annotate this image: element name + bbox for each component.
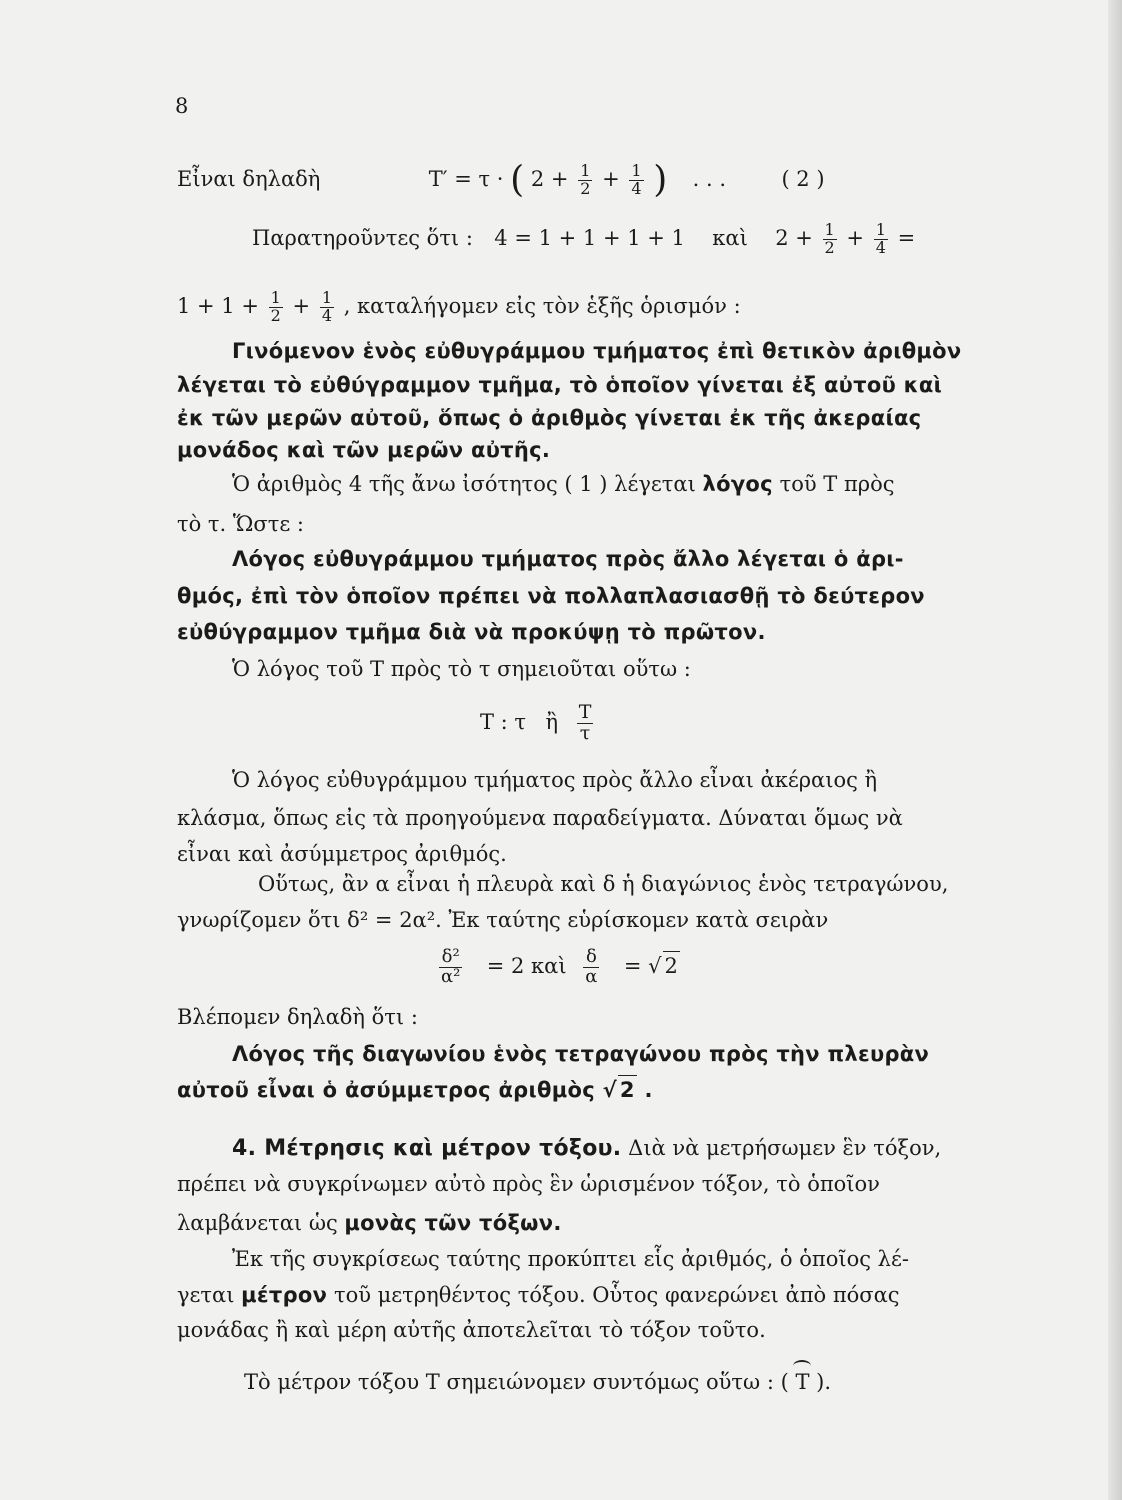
page-edge-shadow [1108, 0, 1122, 1500]
ratio-formula: T : τ ἢ $\frac{T}{\tau}$ [480, 701, 592, 744]
fraction-T-over-tau: $\frac{T}{\tau}$ [578, 701, 592, 744]
fraction-one-quarter: $\frac{1}{4}$ [321, 288, 332, 325]
fraction-one-quarter: $\frac{1}{4}$ [875, 220, 886, 257]
definition-ratio-line: Λόγος εὐθυγράμμου τμήματος πρὸς ἄλλο λέγεται ὁ ἀρι- [232, 547, 904, 571]
section-4-heading-line: 4. Μέτρησις καὶ μέτρον τόξου. Διὰ νὰ μετρήσωμεν ἓν τόξον, [232, 1136, 942, 1161]
paragraph-irrational: εἶναι καὶ ἀσύμμετρος ἀριθμός. [177, 842, 507, 866]
definition-product-line: μονάδος καὶ τῶν μερῶν αὐτῆς. [177, 438, 551, 462]
definition-product-line: ἐκ τῶν μερῶν αὐτοῦ, ὅπως ὁ ἀριθμὸς γίνεται ἐκ τῆς ἀκεραίας [177, 406, 922, 430]
section-4-text: λαμβάνεται ὡς μονὰς τῶν τόξων. [177, 1211, 562, 1235]
paragraph-square: Οὕτως, ἂν α εἶναι ἡ πλευρὰ καὶ δ ἡ διαγώνιος ἑνὸς τετραγώνου, [258, 872, 949, 896]
fraction-one-quarter: $\frac{1}{4}$ [631, 161, 642, 198]
paragraph-arc-notation: Τὸ μέτρον τόξου T σημειώνομεν συντόμως οὕτω : ( T ). [244, 1362, 831, 1396]
definition-diagonal-line: Λόγος τῆς διαγωνίου ἑνὸς τετραγώνου πρὸς τὴν πλευρὰν [232, 1042, 930, 1066]
definition-diagonal-line: αὐτοῦ εἶναι ὁ ἀσύμμετρος ἀριθμὸς √ 2 . [177, 1075, 653, 1104]
paragraph-measure: γεται μέτρον τοῦ μετρηθέντος τόξου. Οὗτος φανερώνει ἀπὸ πόσας [177, 1283, 900, 1307]
paragraph-measure: μονάδας ἢ καὶ μέρη αὐτῆς ἀποτελεῖται τὸ τόξον τοῦτο. [177, 1318, 766, 1342]
fraction-delta-over-alpha: $\frac{\delta}{\alpha}$ [585, 946, 598, 987]
arc-T-symbol: T [795, 1362, 809, 1396]
definition-product-line: λέγεται τὸ εὐθύγραμμον τμῆμα, τὸ ὁποῖον γίνεται ἐξ αὐτοῦ καὶ [177, 373, 943, 397]
paragraph-ratio-intro-end: τὸ τ. Ὥστε : [177, 512, 304, 536]
paragraph-we-see: Βλέπομεν δηλαδὴ ὅτι : [177, 1005, 418, 1029]
paragraph-notation: Ὁ λόγος τοῦ T πρὸς τὸ τ σημειοῦται οὕτω : [232, 657, 691, 681]
equation-line-3: 1 + 1 + $\frac{1}{2}$ + $\frac{1}{4}$ , καταλήγομεν εἰς τὸν ἑξῆς ὁρισμόν : [177, 288, 741, 325]
definition-ratio-line: θμός, ἐπὶ τὸν ὁποῖον πρέπει νὰ πολλαπλασιασθῇ τὸ δεύτερον [177, 584, 925, 608]
equation-line-1: Εἶναι δηλαδὴ T′ = τ · ( 2 + $\frac{1}{2}$ + $\frac{1}{4}$ ) . . . ( 2 ) [177, 159, 825, 201]
page-number: 8 [175, 94, 189, 118]
paragraph-square: γνωρίζομεν ὅτι δ² = 2α². Ἐκ ταύτης εὑρίσκομεν κατὰ σειρὰν [177, 908, 829, 932]
definition-ratio-line: εὐθύγραμμον τμῆμα διὰ νὰ προκύψῃ τὸ πρῶτον. [177, 620, 766, 644]
equation-number: ( 2 ) [781, 166, 825, 191]
equation-diagonal: $\frac{\text{δ²}}{\text{α²}}$ = 2 καὶ $\frac{\delta}{\alpha}$ = √ 2 [441, 946, 678, 987]
paragraph-measure: Ἐκ τῆς συγκρίσεως ταύτης προκύπτει εἷς ἀριθμός, ὁ ὁποῖος λέ- [232, 1247, 909, 1271]
fraction-delta2-over-alpha2: $\frac{\text{δ²}}{\text{α²}}$ [441, 946, 461, 987]
paragraph-ratio-intro: Ὁ ἀριθμὸς 4 τῆς ἄνω ἰσότητος ( 1 ) λέγεται λόγος τοῦ T πρὸς [232, 472, 895, 496]
section-4-text: πρέπει νὰ συγκρίνωμεν αὐτὸ πρὸς ἓν ὡρισμένον τόξον, τὸ ὁποῖον [177, 1172, 880, 1196]
paragraph-irrational: κλάσμα, ὅπως εἰς τὰ προηγούμενα παραδείγματα. Δύναται ὅμως νὰ [177, 806, 903, 830]
fraction-one-half: $\frac{1}{2}$ [824, 220, 835, 257]
definition-product-line: Γινόμενον ἑνὸς εὐθυγράμμου τμήματος ἐπὶ θετικὸν ἀριθμὸν [232, 339, 962, 363]
equation-line-2: Παρατηροῦντες ὅτι : 4 = 1 + 1 + 1 + 1 καὶ 2 + $\frac{1}{2}$ + $\frac{1}{4}$ = [252, 220, 916, 257]
paragraph-irrational: Ὁ λόγος εὐθυγράμμου τμήματος πρὸς ἄλλο εἶναι ἀκέραιος ἢ [232, 768, 878, 792]
fraction-one-half: $\frac{1}{2}$ [580, 161, 591, 198]
fraction-one-half: $\frac{1}{2}$ [270, 288, 281, 325]
section-title: 4. Μέτρησις καὶ μέτρον τόξου. [232, 1136, 622, 1161]
